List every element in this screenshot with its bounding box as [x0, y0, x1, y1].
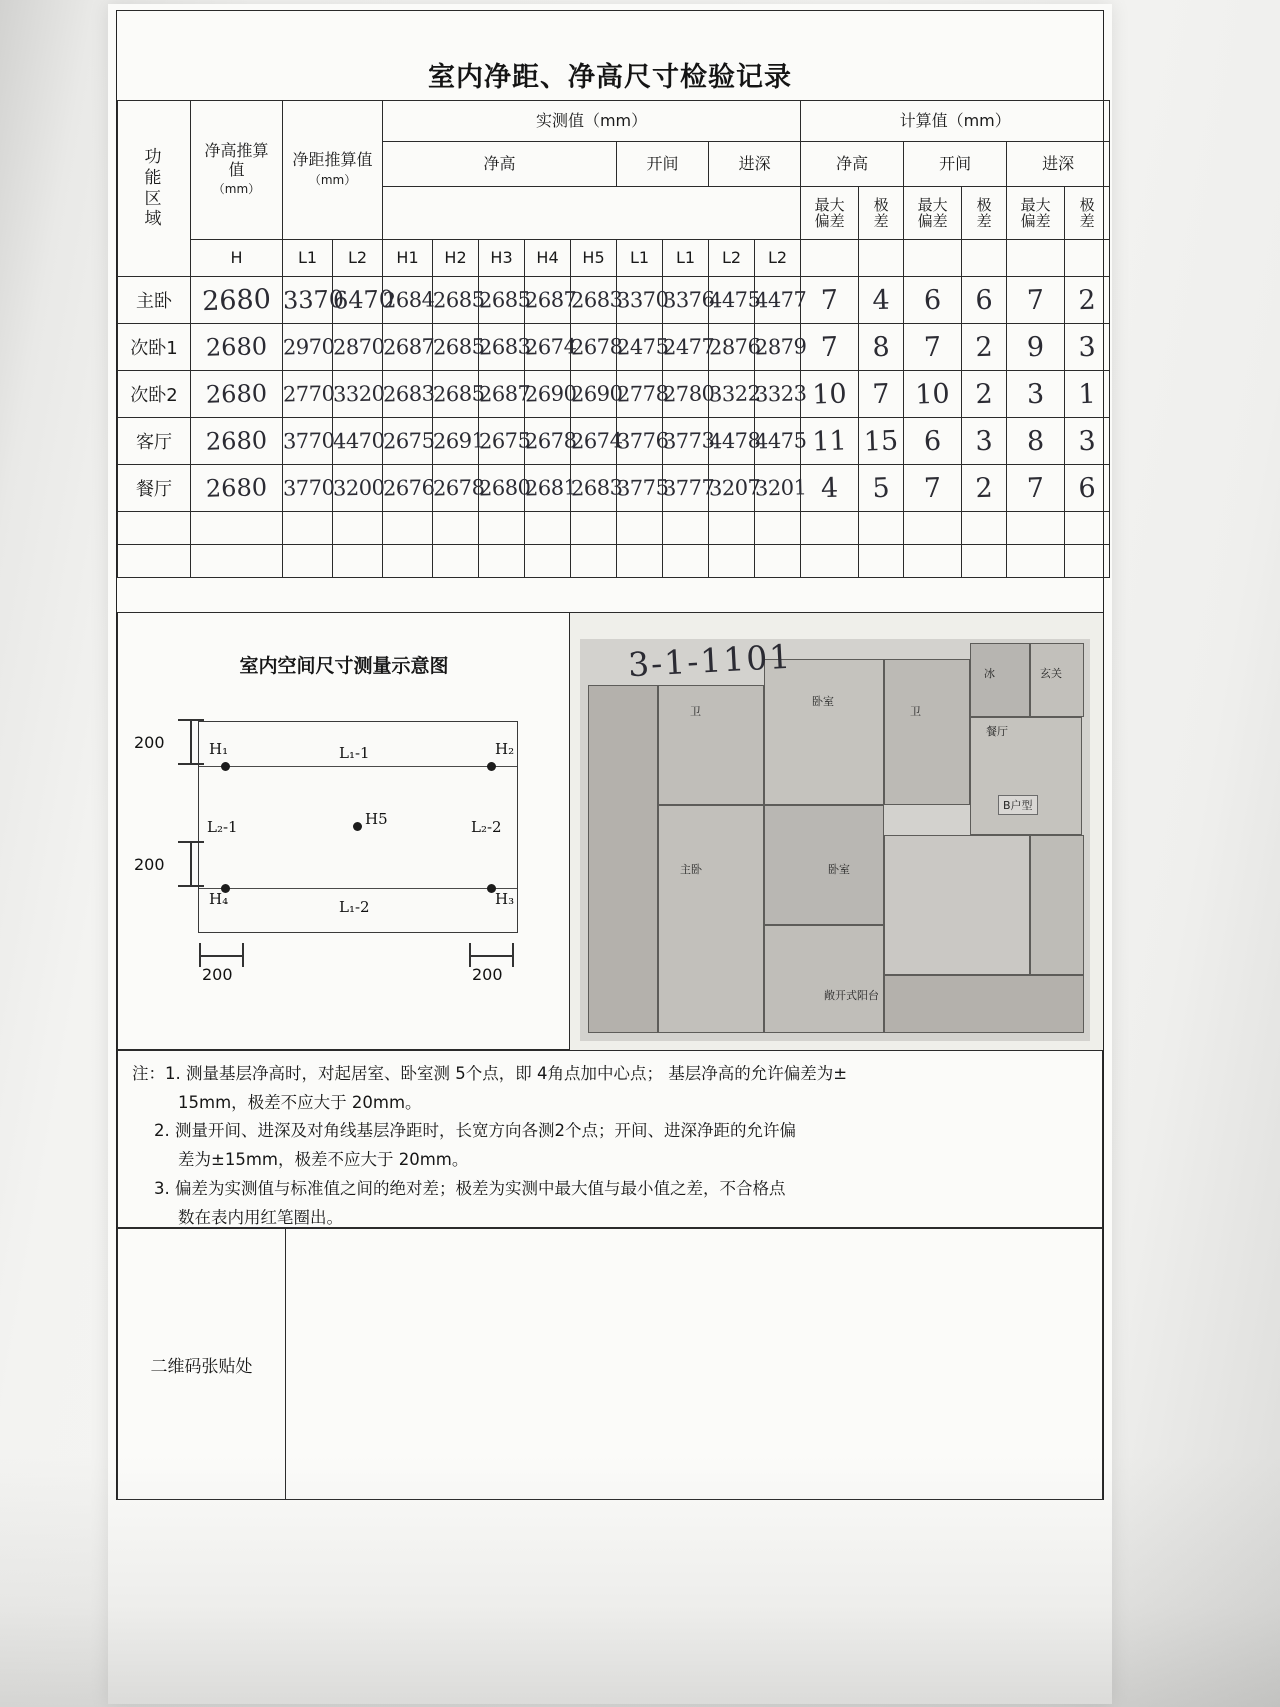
- dim-leader-top-left: [190, 721, 192, 765]
- note-3-line1: 3. 偏差为实测值与标准值之间的绝对差；极差为实测中最大值与最小值之差，不合格点: [154, 1178, 786, 1198]
- dim-200-bottom-1: 200: [202, 965, 233, 984]
- code-H4: H4: [525, 240, 571, 277]
- table-header-row-codes: [118, 240, 1110, 277]
- plan-label-dining: 餐厅: [986, 725, 1008, 738]
- header-function-area: 功 能 区 域: [118, 101, 191, 277]
- cell-H1-0: 2684: [383, 277, 433, 324]
- cell-ckrange-0: 6: [962, 277, 1007, 324]
- cell-mL2a-2: 3322: [709, 371, 755, 418]
- plan-bedroom-2: [764, 925, 884, 1033]
- cell-cjmax-1: 9: [1007, 324, 1065, 371]
- cell-mL1b-4: 3777: [663, 465, 709, 512]
- cell-chrange-1: 8: [859, 324, 904, 371]
- cell-H2-4: 2678: [433, 465, 479, 512]
- cell-H-0: 2680: [191, 277, 283, 324]
- cell-L1-1: 2970: [283, 324, 333, 371]
- table-row: [118, 465, 1110, 512]
- cell-chmax-3: 11: [801, 418, 859, 465]
- cell-H4-3: 2678: [525, 418, 571, 465]
- code-measured-L1b: L1: [663, 240, 709, 277]
- cell-chmax-2: 10: [801, 371, 859, 418]
- room-schematic: [198, 721, 518, 933]
- header-calc-jinggao: 净高: [801, 142, 904, 187]
- plan-open-balcony: [884, 975, 1084, 1033]
- code-measured-L1a: L1: [617, 240, 663, 277]
- header-distance-estimate: 净距推算值 （mm）: [283, 101, 383, 240]
- schematic-label-l11: L₁-1: [339, 744, 370, 762]
- cell-H-1: 2680: [191, 324, 283, 371]
- cell-chmax-4: 4: [801, 465, 859, 512]
- cell-chrange-3: 15: [859, 418, 904, 465]
- dim-leader-bottom-left: [190, 843, 192, 887]
- plan-label-bedroom-top: 卧室: [812, 695, 834, 708]
- cell-H5-0: 2683: [571, 277, 617, 324]
- cell-chrange-2: 7: [859, 371, 904, 418]
- cell-L2-3: 4470: [333, 418, 383, 465]
- plan-master-bedroom: [658, 805, 764, 1033]
- header-measured-jinshen: 进深: [709, 142, 801, 187]
- plan-label-foyer: 玄关: [1040, 667, 1062, 680]
- plan-living-room: [884, 835, 1030, 975]
- cell-H3-0: 2685: [479, 277, 525, 324]
- schematic-label-h3: H₃: [495, 890, 515, 908]
- cell-H5-4: 2683: [571, 465, 617, 512]
- plan-side-room: [1030, 835, 1084, 975]
- qr-label: 二维码张贴处: [118, 1229, 286, 1499]
- cell-mL2b-0: 4477: [755, 277, 801, 324]
- cell-ckmax-1: 7: [904, 324, 962, 371]
- code-H3: H3: [479, 240, 525, 277]
- table-header-row-1: [118, 101, 1110, 142]
- note-3-line2: 数在表内用红笔圈出。: [178, 1207, 343, 1227]
- cell-cjrange-3: 3: [1065, 418, 1110, 465]
- table-row: [118, 324, 1110, 371]
- plan-label-unit-type: B户型: [998, 795, 1038, 815]
- plan-label-open-balcony: 敞开式阳台: [824, 989, 879, 1002]
- cell-H4-0: 2687: [525, 277, 571, 324]
- cell-H4-1: 2674: [525, 324, 571, 371]
- cell-cjmax-0: 7: [1007, 277, 1065, 324]
- header-calc-jinshen: 进深: [1007, 142, 1110, 187]
- plan-label-bedroom2: 卧室: [828, 863, 850, 876]
- code-measured-L2b: L2: [755, 240, 801, 277]
- header-measured-jinggao: 净高: [383, 142, 617, 187]
- plan-bedroom-top: [764, 659, 884, 805]
- cell-mL1a-3: 3776: [617, 418, 663, 465]
- header-calculated-group: 计算值（mm）: [801, 101, 1110, 142]
- cell-ckmax-4: 7: [904, 465, 962, 512]
- note-2-line2: 差为±15mm，极差不应大于 20mm。: [178, 1150, 469, 1170]
- table-row: [118, 418, 1110, 465]
- cell-H3-2: 2687: [479, 371, 525, 418]
- cell-L1-4: 3770: [283, 465, 333, 512]
- schematic-label-h1: H₁: [209, 740, 229, 758]
- header-calc-kaijian: 开间: [904, 142, 1007, 187]
- dim-leader-bottom-2: [470, 955, 514, 957]
- handwritten-room-code: 3-1-1101: [627, 636, 794, 685]
- cell-H5-3: 2674: [571, 418, 617, 465]
- plan-label-master: 主卧: [680, 863, 702, 876]
- qr-section: [117, 1228, 1103, 1500]
- plan-label-bath1: 卫: [690, 705, 701, 718]
- code-H: H: [191, 240, 283, 277]
- notes-section: [117, 1050, 1103, 1228]
- table-row: [118, 371, 1110, 418]
- cell-mL2b-2: 3323: [755, 371, 801, 418]
- cell-H2-3: 2691: [433, 418, 479, 465]
- header-calc-jinshen-maxdev: 最大 偏差: [1007, 187, 1065, 240]
- cell-H-4: 2680: [191, 465, 283, 512]
- cell-mL2b-1: 2879: [755, 324, 801, 371]
- cell-ckrange-4: 2: [962, 465, 1007, 512]
- dim-200-bottom-left: 200: [134, 855, 165, 874]
- code-measured-L2a: L2: [709, 240, 755, 277]
- cell-ckmax-0: 6: [904, 277, 962, 324]
- code-L1: L1: [283, 240, 333, 277]
- page-title: 室内净距、净高尺寸检验记录: [428, 62, 792, 93]
- code-H1: H1: [383, 240, 433, 277]
- cell-mL2a-1: 2876: [709, 324, 755, 371]
- cell-chmax-0: 7: [801, 277, 859, 324]
- cell-cjmax-4: 7: [1007, 465, 1065, 512]
- cell-H3-4: 2680: [479, 465, 525, 512]
- cell-mL1b-3: 3773: [663, 418, 709, 465]
- cell-ckrange-2: 2: [962, 371, 1007, 418]
- header-calc-kaijian-range: 极 差: [962, 187, 1007, 240]
- diagram-section: [117, 612, 1103, 1050]
- cell-chrange-0: 4: [859, 277, 904, 324]
- code-H5: H5: [571, 240, 617, 277]
- plan-label-bath2: 卫: [910, 705, 921, 718]
- table-row-blank: [118, 512, 1110, 545]
- cell-H2-1: 2685: [433, 324, 479, 371]
- table-row: [118, 277, 1110, 324]
- cell-mL1b-0: 3376: [663, 277, 709, 324]
- cell-ckmax-2: 10: [904, 371, 962, 418]
- row-label-0: 主卧: [118, 277, 191, 324]
- cell-chmax-1: 7: [801, 324, 859, 371]
- schematic-label-l12: L₁-2: [339, 898, 370, 916]
- inspection-table: [117, 100, 1110, 578]
- schematic-label-l21: L₂-1: [207, 818, 238, 836]
- cell-H1-3: 2675: [383, 418, 433, 465]
- cell-mL2b-4: 3201: [755, 465, 801, 512]
- cell-mL1a-0: 3370: [617, 277, 663, 324]
- cell-chrange-4: 5: [859, 465, 904, 512]
- cell-H3-3: 2675: [479, 418, 525, 465]
- cell-mL1b-2: 2780: [663, 371, 709, 418]
- row-label-1: 次卧1: [118, 324, 191, 371]
- floorplan-image: [580, 636, 1090, 1041]
- header-height-estimate: 净高推算值 （mm）: [191, 101, 283, 240]
- cell-L2-0: 6470: [333, 277, 383, 324]
- dim-leader-bottom-1: [200, 955, 244, 957]
- schematic-label-h2: H₂: [495, 740, 515, 758]
- header-measured-group: 实测值（mm）: [383, 101, 801, 142]
- cell-L1-2: 2770: [283, 371, 333, 418]
- cell-mL1a-1: 2475: [617, 324, 663, 371]
- schematic-label-h4: H₄: [209, 890, 229, 908]
- cell-H-2: 2680: [191, 371, 283, 418]
- cell-ckmax-3: 6: [904, 418, 962, 465]
- cell-L2-1: 2870: [333, 324, 383, 371]
- cell-mL2a-0: 4475: [709, 277, 755, 324]
- table-row-blank: [118, 545, 1110, 578]
- dim-200-bottom-2: 200: [472, 965, 503, 984]
- header-calc-jinshen-range: 极 差: [1065, 187, 1110, 240]
- plan-kitchen: [970, 643, 1030, 717]
- schematic-label-h5: H5: [365, 810, 388, 828]
- plan-label-fridge: 冰: [984, 667, 995, 680]
- cell-L1-3: 3770: [283, 418, 333, 465]
- cell-H1-2: 2683: [383, 371, 433, 418]
- dim-200-top-left: 200: [134, 733, 165, 752]
- note-1-line1: 注：1. 测量基层净高时，对起居室、卧室测 5个点，即 4角点加中心点； 基层净高的允许偏差为±: [132, 1064, 848, 1083]
- row-label-2: 次卧2: [118, 371, 191, 418]
- diagram-title: 室内空间尺寸测量示意图: [239, 655, 449, 677]
- cell-cjrange-4: 6: [1065, 465, 1110, 512]
- row-label-4: 餐厅: [118, 465, 191, 512]
- floorplan-photo: [570, 613, 1103, 1050]
- cell-H5-1: 2678: [571, 324, 617, 371]
- cell-H1-1: 2687: [383, 324, 433, 371]
- cell-H4-2: 2690: [525, 371, 571, 418]
- header-calc-jinggao-maxdev: 最大 偏差: [801, 187, 859, 240]
- cell-mL2b-3: 4475: [755, 418, 801, 465]
- note-1-line2: 15mm，极差不应大于 20mm。: [178, 1092, 422, 1112]
- cell-L2-2: 3320: [333, 371, 383, 418]
- cell-H1-4: 2676: [383, 465, 433, 512]
- plan-balcony-left: [588, 685, 658, 1033]
- cell-H3-1: 2683: [479, 324, 525, 371]
- cell-L1-0: 3370: [283, 277, 333, 324]
- cell-mL1b-1: 2477: [663, 324, 709, 371]
- cell-cjmax-2: 3: [1007, 371, 1065, 418]
- row-label-3: 客厅: [118, 418, 191, 465]
- cell-H2-0: 2685: [433, 277, 479, 324]
- schematic-label-l22: L₂-2: [471, 818, 502, 836]
- cell-H2-2: 2685: [433, 371, 479, 418]
- plan-bath-2: [884, 659, 970, 805]
- schematic-panel: [118, 613, 570, 1049]
- plan-bath-1: [658, 685, 764, 805]
- cell-mL1a-4: 3775: [617, 465, 663, 512]
- cell-mL2a-3: 4478: [709, 418, 755, 465]
- cell-L2-4: 3200: [333, 465, 383, 512]
- cell-cjrange-2: 1: [1065, 371, 1110, 418]
- cell-cjrange-1: 3: [1065, 324, 1110, 371]
- header-calc-jinggao-range: 极 差: [859, 187, 904, 240]
- code-H2: H2: [433, 240, 479, 277]
- cell-cjmax-3: 8: [1007, 418, 1065, 465]
- cell-mL1a-2: 2778: [617, 371, 663, 418]
- cell-ckrange-1: 2: [962, 324, 1007, 371]
- cell-mL2a-4: 3207: [709, 465, 755, 512]
- cell-H4-4: 2681: [525, 465, 571, 512]
- header-measured-kaijian: 开间: [617, 142, 709, 187]
- cell-ckrange-3: 3: [962, 418, 1007, 465]
- cell-cjrange-0: 2: [1065, 277, 1110, 324]
- code-L2: L2: [333, 240, 383, 277]
- header-calc-kaijian-maxdev: 最大 偏差: [904, 187, 962, 240]
- cell-H-3: 2680: [191, 418, 283, 465]
- note-2-line1: 2. 测量开间、进深及对角线基层净距时，长宽方向各测2个点；开间、进深净距的允许偏: [154, 1121, 796, 1141]
- plan-corridor: [764, 805, 884, 925]
- cell-H5-2: 2690: [571, 371, 617, 418]
